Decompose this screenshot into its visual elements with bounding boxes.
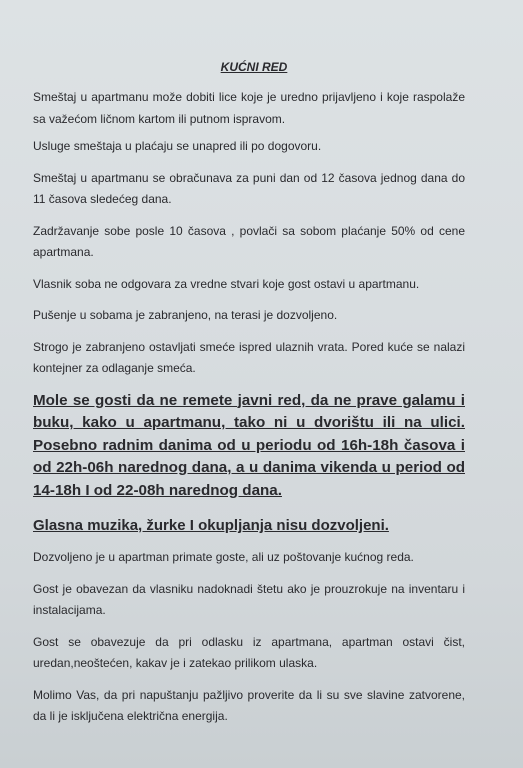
rule-paragraph: Dozvoljeno je u apartman primate goste, ali uz poštovanje kućnog reda. <box>33 550 414 564</box>
no-parties-notice: Glasna muzika, žurke I okupljanja nisu dozvoljeni. <box>33 517 389 534</box>
rule-paragraph: Zadržavanje sobe posle 10 časova , povlači sa sobom plaćanje 50% od cene apartmana. <box>33 223 465 259</box>
rule-paragraph: Usluge smeštaja u plaćaju se unapred ili po dogovoru. <box>33 139 322 153</box>
rule-paragraph: Pušenje u sobama je zabranjeno, na terasi je dozvoljeno. <box>33 308 338 322</box>
rule-paragraph: Molimo Vas, da pri napuštanju pažljivo proverite da li su sve slavine zatvorene, da li je isključena električna energija. <box>33 687 465 723</box>
rule-paragraph: Vlasnik soba ne odgovara za vredne stvari koje gost ostavi u apartmanu. <box>33 276 420 291</box>
rule-paragraph: Smeštaj u apartmanu može dobiti lice koje je uredno prijavljeno i koje raspolaže sa važećom ličnom kartom ili putnom ispravom. <box>33 90 465 126</box>
document-title: KUĆNI RED <box>220 60 288 74</box>
rule-paragraph: Gost se obavezuje da pri odlasku iz apartmana, apartman ostavi čist, uredan,neoštećen, kakav je i zatekao prilikom ulaska. <box>33 634 465 670</box>
rule-paragraph: Gost je obavezan da vlasniku nadoknadi štetu ako je prouzrokuje na inventaru i instalacijama. <box>33 581 465 617</box>
rule-paragraph: Strogo je zabranjeno ostavljati smeće ispred ulaznih vrata. Pored kuće se nalazi kontejner za odlaganje smeća. <box>33 339 465 375</box>
rule-paragraph: Smeštaj u apartmanu se obračunava za puni dan od 12 časova jednog dana do 11 časova sledećeg dana. <box>33 170 465 206</box>
quiet-hours-notice: Mole se gosti da ne remete javni red, da ne prave galamu i buku, kako u apartmanu, tako ni u dvorištu ili na ulici. Posebno radnim danima od u periodu od 16h-18h časova i od 22h-06h narednog dana, a u danima vikenda u period od 14-18h I od 22-08h narednog dana. <box>33 391 465 499</box>
document-body <box>33 60 465 738</box>
